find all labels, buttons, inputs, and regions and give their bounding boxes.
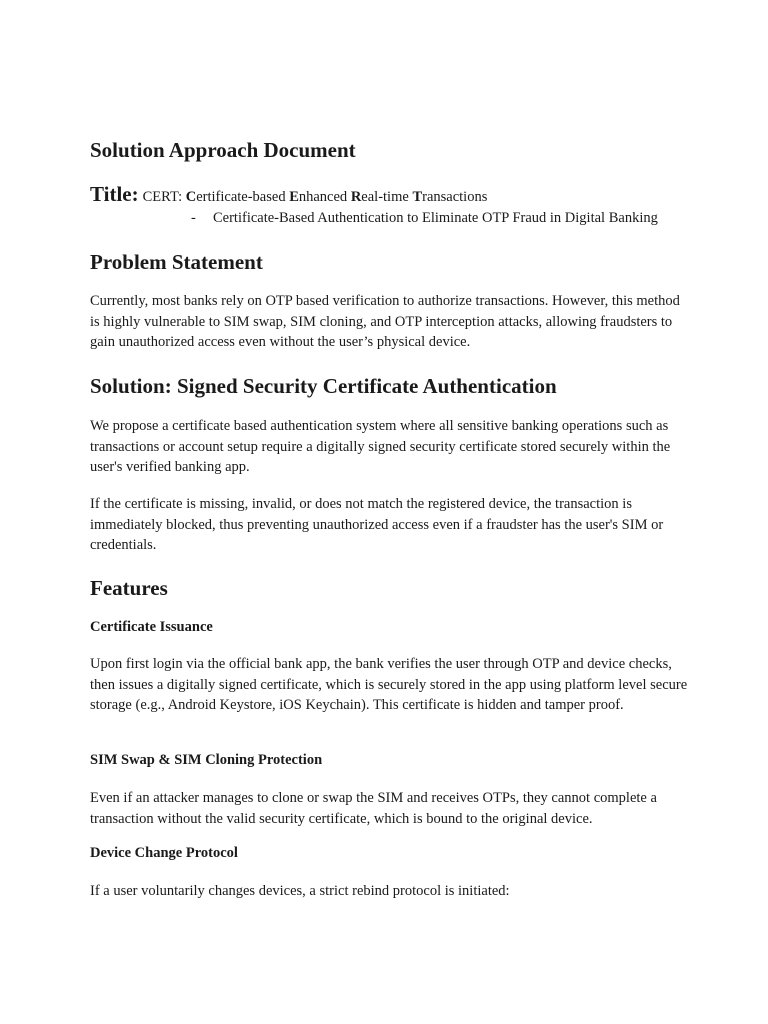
title-initial-r: R: [350, 189, 362, 205]
solution-paragraph-1: We propose a certificate based authentication system where all sensitive banking operations such as transactions or account setup require a digitally signed security certificate stored securely within the user's verified banking app.: [90, 418, 671, 475]
title-label: Title:: [90, 182, 139, 206]
solution-paragraph-2: If the certificate is missing, invalid, or does not match the registered device, the transaction is immediately blocked, thus preventing unauthorized access even if a fraudster has the user's SIM or credentials.: [90, 496, 664, 553]
document-heading: Solution Approach Document: [90, 138, 356, 162]
sim-protection-body: Even if an attacker manages to clone or swap the SIM and receives OTPs, they cannot complete a transaction without the valid security certificate, which is bound to the original device.: [90, 790, 657, 827]
certificate-issuance-heading: Certificate Issuance: [90, 619, 213, 635]
sim-protection-heading: SIM Swap & SIM Cloning Protection: [90, 752, 323, 768]
title-word-transactions: ransactions: [422, 189, 488, 205]
document-subtitle: [191, 210, 658, 227]
title-word-certificate: ertificate-based: [196, 189, 290, 205]
title-initial-t: T: [412, 189, 423, 205]
title-word-realtime: eal-time: [361, 189, 413, 205]
title-text: [143, 189, 488, 205]
title-initial-e: E: [289, 189, 299, 205]
title-initial-c: C: [185, 189, 197, 205]
subtitle-dash: -: [191, 210, 196, 226]
features-heading: Features: [90, 576, 168, 600]
solution-heading: Solution: Signed Security Certificate Authentication: [90, 374, 557, 398]
problem-statement-body: Currently, most banks rely on OTP based verification to authorize transactions. However, this method is highly vulnerable to SIM swap, SIM cloning, and OTP interception attacks, allowing fraudsters to gain unauthorized access even without the user’s physical device.: [90, 293, 680, 350]
title-word-enhanced: nhanced: [298, 189, 351, 205]
device-change-heading: Device Change Protocol: [90, 845, 238, 861]
problem-statement-heading: Problem Statement: [90, 250, 263, 274]
subtitle-text: Certificate-Based Authentication to Eliminate OTP Fraud in Digital Banking: [213, 210, 658, 226]
document-title-line: [90, 182, 487, 207]
device-change-body: If a user voluntarily changes devices, a strict rebind protocol is initiated:: [90, 883, 510, 899]
title-prefix: CERT:: [142, 189, 186, 205]
certificate-issuance-body: Upon first login via the official bank app, the bank verifies the user through OTP and device checks, then issues a digitally signed certificate, which is securely stored in the app using platform level secure storage (e.g., Android Keystore, iOS Keychain). This certificate is hidden and tamper proof.: [90, 656, 688, 713]
